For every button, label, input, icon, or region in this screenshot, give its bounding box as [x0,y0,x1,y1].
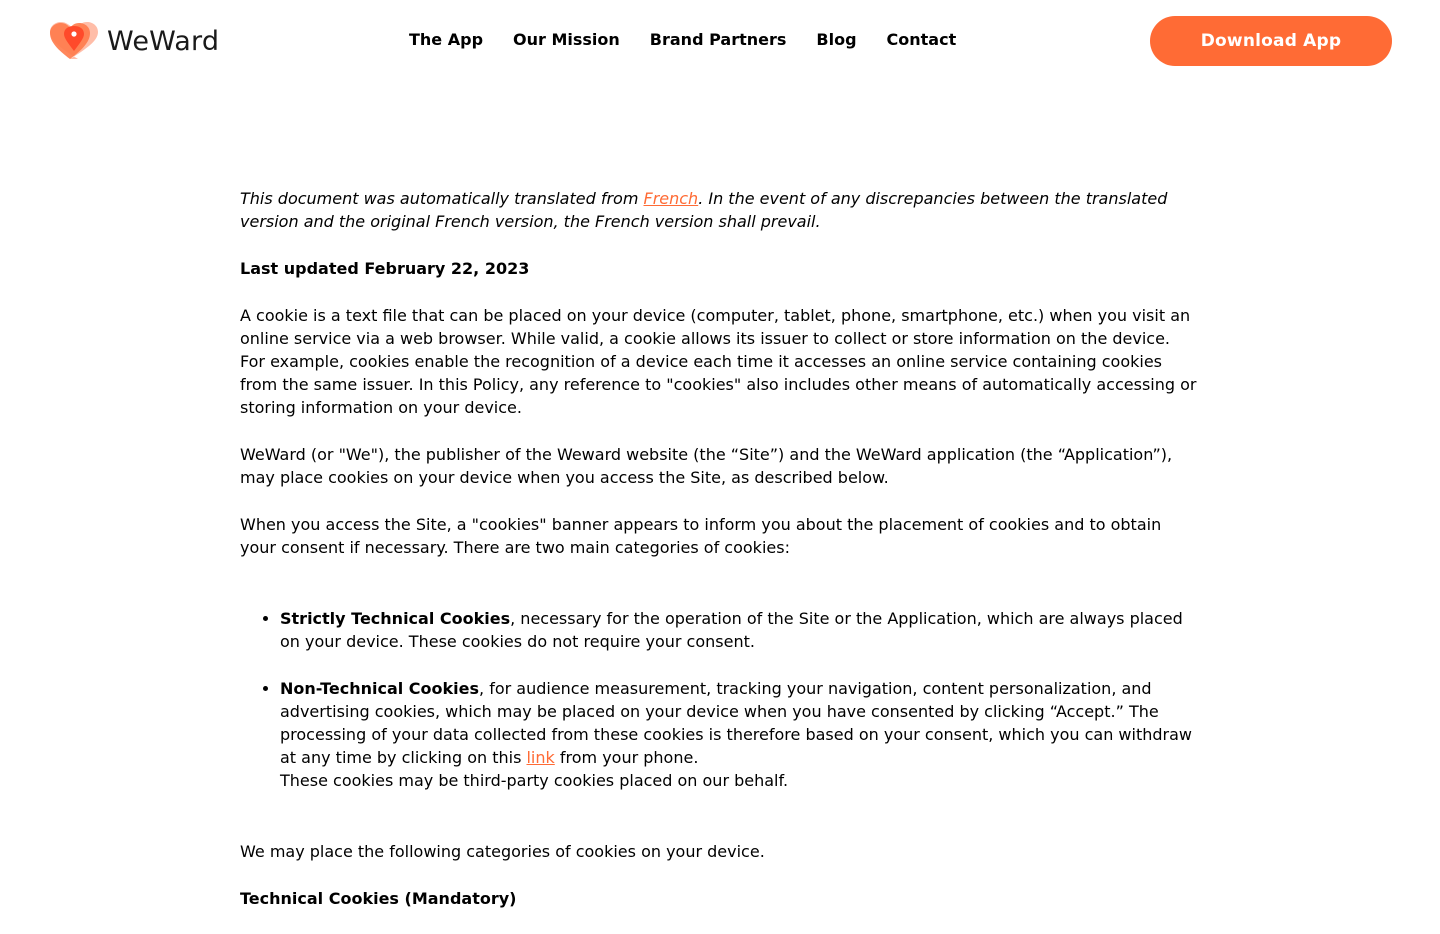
paragraph-categories-intro: We may place the following categories of cookies on your device. [240,842,765,861]
list-item [280,607,1200,653]
heart-pin-logo-icon [48,21,100,61]
category-title: Strictly Technical Cookies [280,609,511,628]
paragraph-cookie-banner: When you access the Site, a "cookies" banner appears to inform you about the placement of cookies and to obtain your consent if necessary. There are two main categories of cookies: [240,515,1162,557]
download-app-button[interactable]: Download App [1150,16,1392,66]
spacer [240,583,1200,607]
category-text: , for audience measurement, tracking your navigation, content personalization, and advertising cookies, which may be placed on your device when you have consented by clicking “Accept.” The processing of your data collected from these cookies is therefore based on your consent, which you can withdraw at any time by clicking on this [280,679,1192,767]
list-item [280,677,1200,792]
translation-notice [240,187,1200,233]
nav-item-brand-partners[interactable]: Brand Partners [649,30,787,49]
nav-item-blog[interactable]: Blog [816,30,857,49]
category-extra-text: These cookies may be third-party cookies placed on our behalf. [280,771,789,790]
cookie-categories-list [240,607,1200,792]
site-header [0,0,1440,80]
nav-item-the-app[interactable]: The App [409,30,484,49]
translation-notice-text: This document was automatically translated from [240,189,644,208]
category-title: Non-Technical Cookies [280,679,480,698]
nav-item-contact[interactable]: Contact [886,30,957,49]
section-heading: Technical Cookies (Mandatory) [240,889,517,908]
paragraph-publisher: WeWard (or "We"), the publisher of the Weward website (the “Site”) and the WeWard application (the “Application”), may place cookies on your device when you access the Site, as described below. [240,445,1173,487]
category-text: , necessary for the operation of the Site or the Application, which are always placed on your device. These cookies do not require your consent. [280,609,1183,651]
category-text-end: from your phone. [554,748,699,767]
last-updated: Last updated February 22, 2023 [240,259,530,278]
main-nav [409,28,986,52]
brand-name: WeWard [107,25,220,57]
logo-link[interactable] [48,21,219,61]
cookie-policy-content [240,187,1200,934]
nav-item-our-mission[interactable]: Our Mission [513,30,620,49]
withdraw-consent-link[interactable]: link [526,748,555,767]
french-version-link[interactable]: French [643,189,699,208]
translation-notice-text-end: . In the event of any discrepancies between the translated version and the original French version, the French version shall prevail. [240,189,1168,231]
paragraph-cookie-definition: A cookie is a text file that can be placed on your device (computer, tablet, phone, smartphone, etc.) when you visit an online service via a web browser. While valid, a cookie allows its issuer to collect or store information on the device. For example, cookies enable the recognition of a device each time it accesses an online service containing cookies from the same issuer. In this Policy, any reference to "cookies" also includes other means of automatically accessing or storing information on your device. [240,306,1197,417]
spacer [240,816,1200,840]
